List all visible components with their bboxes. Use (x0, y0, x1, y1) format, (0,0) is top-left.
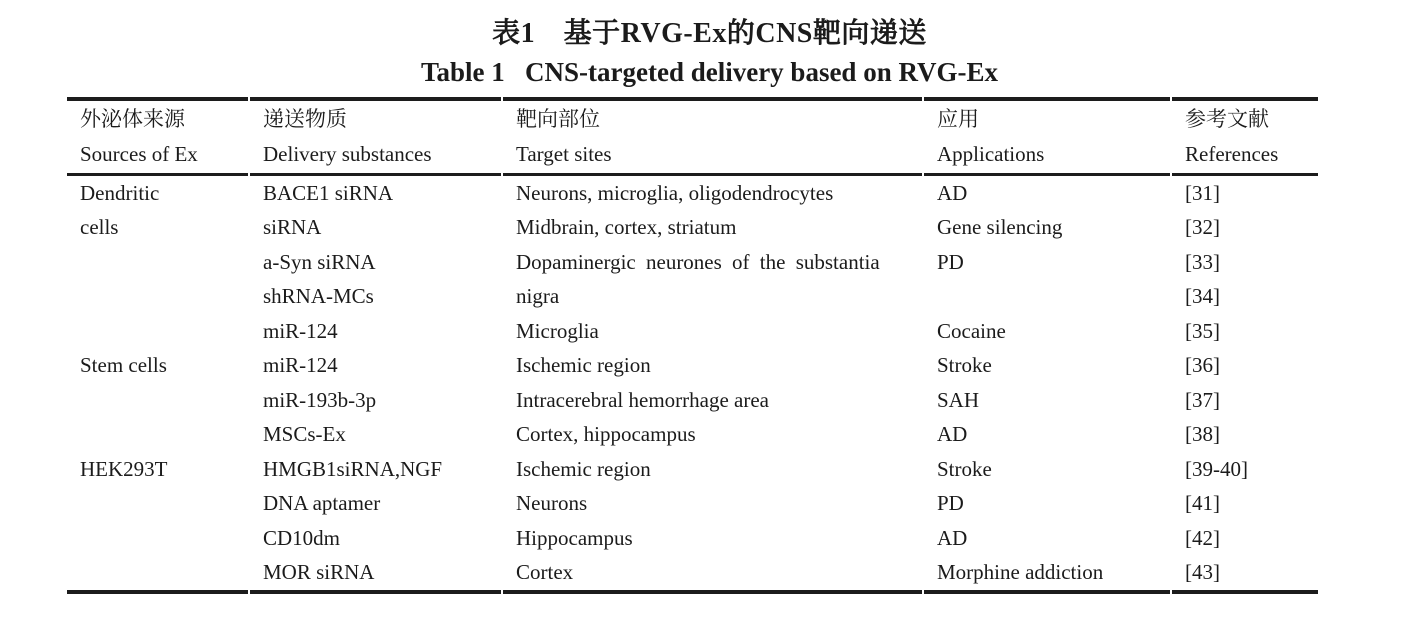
table-cell: [43] (1172, 556, 1318, 595)
table-cell: PD (937, 249, 964, 274)
column-header-applications-zh: 应用 (937, 107, 979, 131)
page-title-en: Table 1 CNS-targeted delivery based on RVG-Ex (420, 57, 999, 87)
table-cell: a-Syn siRNA (263, 249, 376, 274)
table-cell: [38] (1185, 422, 1220, 447)
table-cell: Stem cells (80, 353, 167, 378)
table-cell: Neurons, microglia, oligodendrocytes (516, 180, 834, 205)
delivery-table-wrap (65, 97, 1320, 594)
table-cell: MOR siRNA (250, 556, 501, 595)
table-cell: Midbrain, cortex, striatum (516, 215, 737, 240)
table-cell (67, 383, 248, 418)
table-cell: miR-193b-3p (263, 387, 377, 412)
column-header-sources (67, 97, 248, 176)
table-cell (67, 280, 248, 315)
table-cell: Microglia (516, 318, 599, 343)
table-cell (67, 556, 248, 595)
table-cell: Cortex (503, 556, 922, 595)
table-cell: Dendritic (80, 180, 160, 205)
column-header-sources-zh: 外泌体来源 (80, 107, 185, 131)
table-cell: AD (937, 525, 968, 550)
table-cell: [32] (1185, 215, 1220, 240)
table-row (67, 245, 1318, 280)
table-cell: AD (937, 422, 968, 447)
table-cell: [35] (1185, 318, 1220, 343)
table-cell (924, 280, 1170, 315)
table-row (67, 280, 1318, 315)
column-header-target-sites (503, 97, 922, 176)
column-header-references-zh: 参考文献 (1185, 107, 1269, 131)
table-row (67, 349, 1318, 384)
table-row (67, 452, 1318, 487)
table-cell: Stroke (937, 353, 992, 378)
delivery-table (65, 97, 1320, 594)
table-cell: siRNA (263, 215, 322, 240)
table-cell: [42] (1185, 525, 1220, 550)
table-cell (67, 245, 248, 280)
table-cell: HMGB1siRNA,NGF (263, 456, 443, 481)
table-cell: Morphine addiction (924, 556, 1170, 595)
table-row (67, 556, 1318, 595)
table-cell: Neurons (516, 491, 588, 516)
column-header-applications (924, 97, 1170, 176)
table-row (67, 418, 1318, 453)
table-header-row (67, 97, 1318, 176)
table-cell: [37] (1185, 387, 1220, 412)
table-cell: Gene silencing (937, 215, 1063, 240)
table-cell (67, 418, 248, 453)
table-cell: [31] (1185, 180, 1220, 205)
table-cell: Ischemic region (516, 456, 651, 481)
table-cell: PD (937, 491, 964, 516)
column-header-substances-en: Delivery substances (263, 142, 432, 166)
table-cell: [39-40] (1185, 456, 1248, 481)
table-cell: [33] (1185, 249, 1220, 274)
table-body (67, 176, 1318, 594)
table-cell (67, 314, 248, 349)
table-row (67, 487, 1318, 522)
table-cell: miR-124 (263, 353, 338, 378)
table-cell: Stroke (937, 456, 992, 481)
table-row (67, 314, 1318, 349)
table-row (67, 211, 1318, 246)
table-cell: AD (937, 180, 968, 205)
table-cell: miR-124 (263, 318, 338, 343)
table-cell: [36] (1185, 353, 1220, 378)
table-cell: Cocaine (937, 318, 1006, 343)
page-title-zh: 表1 基于RVG-Ex的CNS靶向递送 (492, 18, 927, 49)
table-cell (67, 521, 248, 556)
table-cell: Intracerebral hemorrhage area (516, 387, 769, 412)
table-cell: [41] (1185, 491, 1220, 516)
column-header-references-en: References (1185, 142, 1279, 166)
table-cell: SAH (937, 387, 980, 412)
table-row (67, 383, 1318, 418)
table-row (67, 176, 1318, 211)
table-cell: MSCs-Ex (263, 422, 346, 447)
column-header-target-sites-en: Target sites (516, 142, 612, 166)
column-header-sources-en: Sources of Ex (80, 142, 198, 166)
table-titles (0, 0, 1419, 87)
column-header-substances-zh: 递送物质 (263, 107, 347, 131)
table-row (67, 521, 1318, 556)
table-cell: HEK293T (80, 456, 168, 481)
table-cell: nigra (516, 284, 560, 309)
table-cell: BACE1 siRNA (263, 180, 394, 205)
column-header-target-sites-zh: 靶向部位 (516, 107, 600, 131)
table-cell: [34] (1185, 284, 1220, 309)
table-cell: Ischemic region (516, 353, 651, 378)
table-cell: CD10dm (263, 525, 341, 550)
table-cell: Dopaminergic neurones of the substantia (516, 249, 880, 274)
table-cell: cells (80, 215, 119, 240)
column-header-applications-en: Applications (937, 142, 1045, 166)
table-cell: Hippocampus (516, 525, 633, 550)
table-cell: shRNA-MCs (263, 284, 374, 309)
column-header-substances (250, 97, 501, 176)
table-cell: DNA aptamer (263, 491, 381, 516)
column-header-references (1172, 97, 1318, 176)
table-cell: Cortex, hippocampus (516, 422, 696, 447)
table-cell (67, 487, 248, 522)
